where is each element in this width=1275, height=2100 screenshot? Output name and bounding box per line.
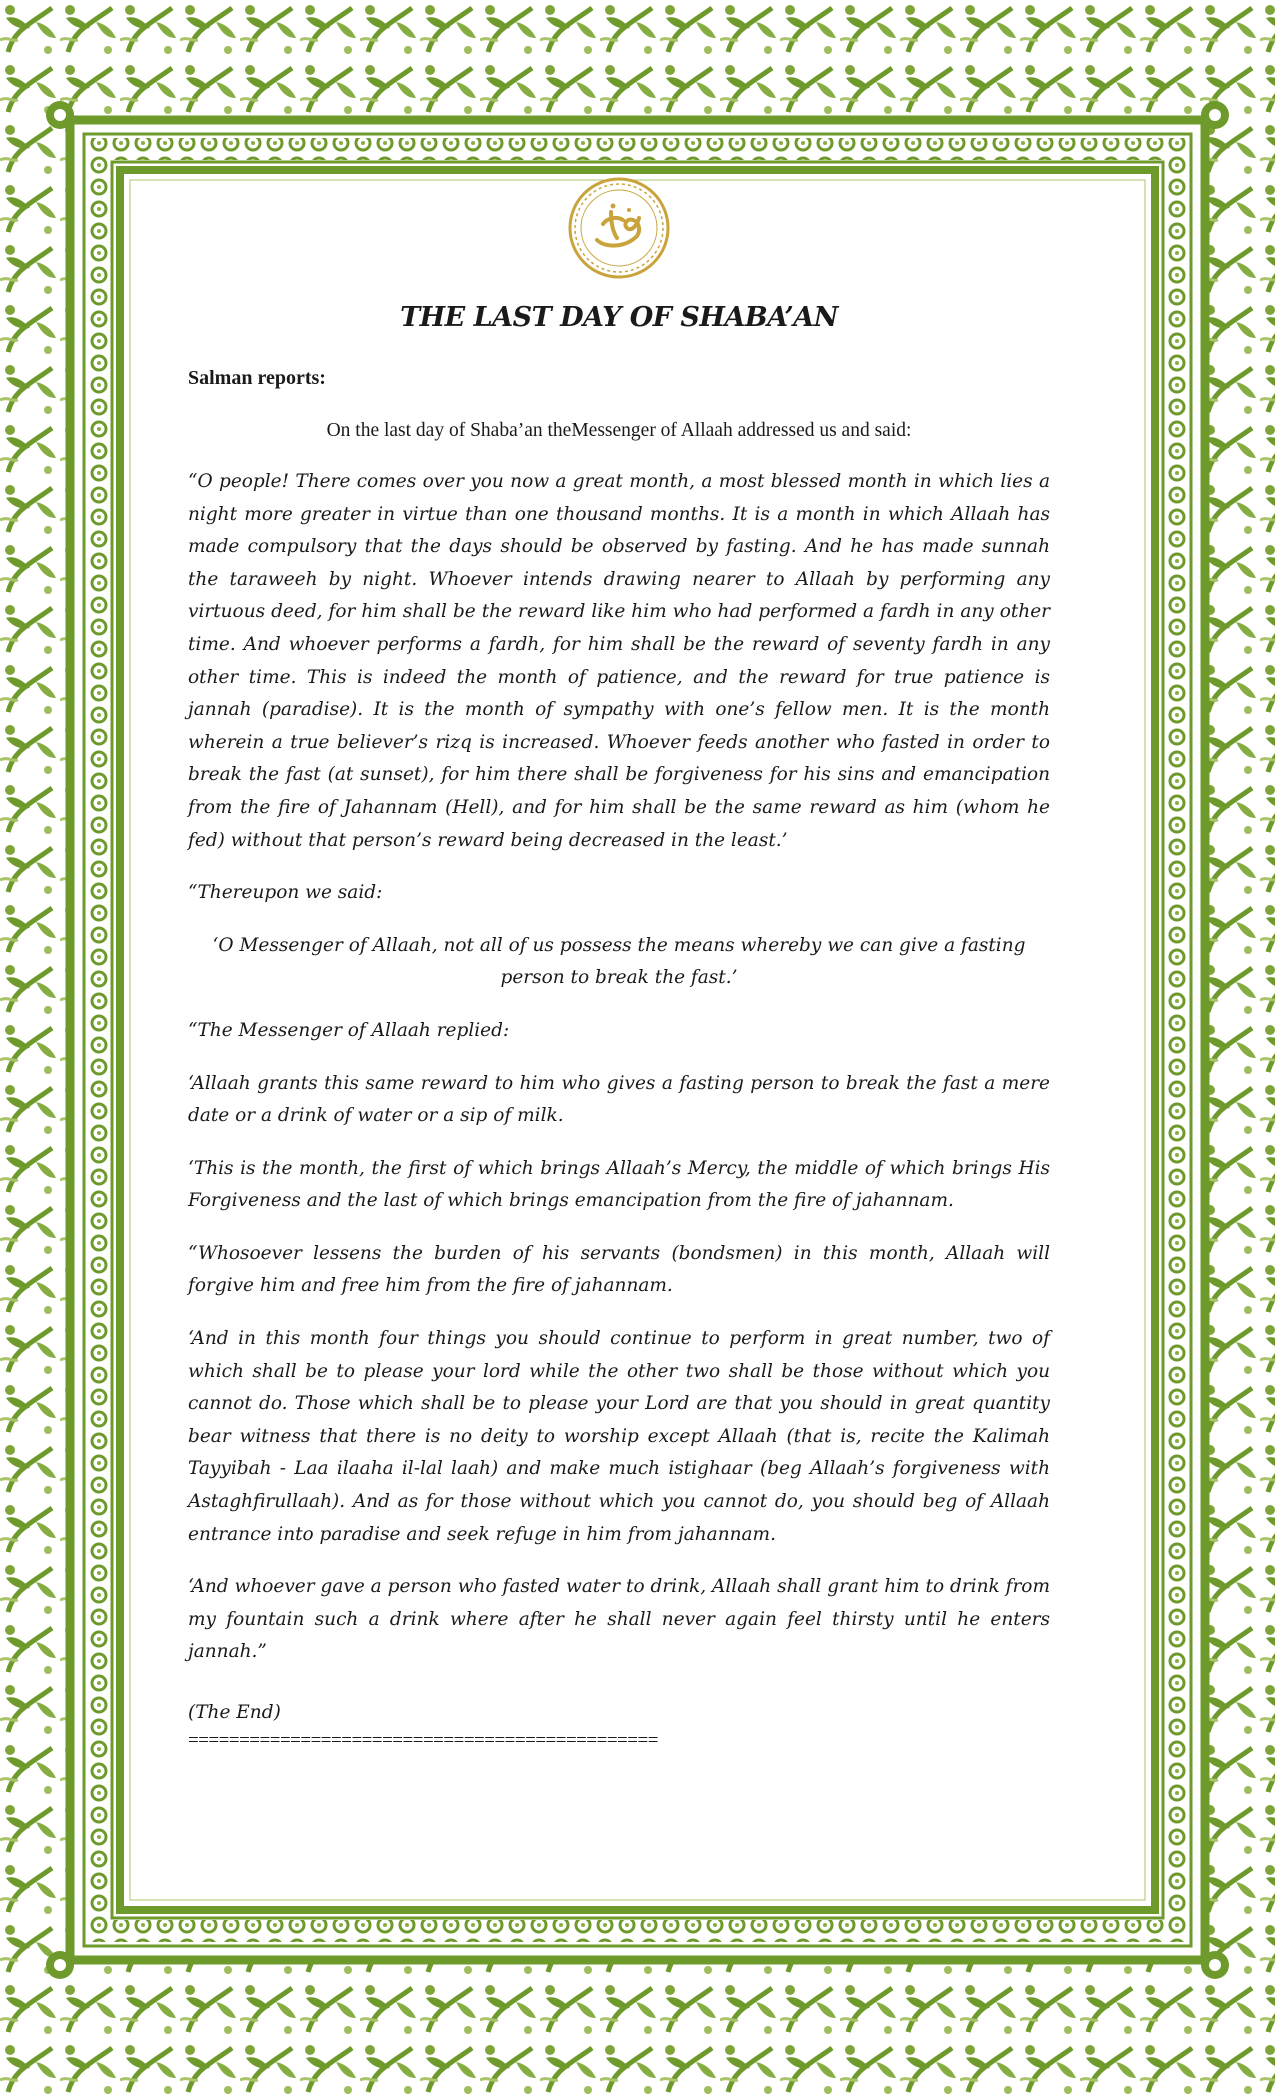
paragraph: “O people! There comes over you now a great month, a most blessed month in which lies a night more greater in virtue than one thousand months. It is a month in which Allaah has made compulsory that the days should be observed by fasting. And he has made sunnah the taraweeh by night. Whoever intends drawing nearer to Allaah by performing any virtuous deed, for him shall be the reward like him who had performed a fardh in any other time. And whoever performs a fardh, for him shall be the reward of seventy fardh in any other time. This is indeed the month of patience, and the reward for true patience is jannah (paradise). It is the month of sympathy with one’s fellow men. It is the month wherein a true believer’s rizq is increased. Whoever feeds another who fasted in order to break the fast (at sunset), for him there shall be forgiveness for his sins and emancipation from the fire of Jahannam (Hell), and for him shall be the same reward as him (whom he fed) without that person’s reward being decreased in the least.’: [188, 471, 1050, 851]
separator-line: ==============================================: [188, 1729, 658, 1751]
paragraph: “The Messenger of Allaah replied:: [188, 1019, 510, 1041]
paragraph: ‘O Messenger of Allaah, not all of us possess the means whereby we can give a fasting person to break the fast.’: [212, 934, 1026, 989]
paragraph: ‘And in this month four things you should continue to perform in great number, two of which shall be to please your lord while the other two shall be those without which you cannot do. Those which shall be to please your Lord are that you should in great quantity bear witness that there is no deity to worship except Allaah (that is, recite the Kalimah Tayyibah - Laa ilaaha il-lal laah) and make much istighaar (beg Allaah’s forgiveness with Astaghfirullaah). And as for those without which you cannot do, you should beg of Allaah entrance into paradise and seek refuge in him from jahannam.: [188, 1328, 1050, 1545]
paragraph: “Whosoever lessens the burden of his servants (bondsmen) in this month, Allaah will forgive him and free him from the fire of jahannam.: [188, 1242, 1050, 1297]
paragraph: ‘This is the month, the first of which brings Allaah’s Mercy, the middle of which brings His Forgiveness and the last of which brings emancipation from the fire of jahannam.: [188, 1157, 1050, 1212]
seal-container: [188, 176, 1050, 280]
paragraph: ‘And whoever gave a person who fasted water to drink, Allaah shall grant him to drink from my fountain such a drink where after he shall never again feel thirsty until he enters jannah.”: [188, 1576, 1050, 1663]
end-marker: (The End): [188, 1702, 281, 1723]
document-content: [188, 170, 1050, 1820]
intro-line: On the last day of Shaba’an theMessenger of Allaah addressed us and said:: [326, 420, 912, 441]
paragraph: ‘Allaah grants this same reward to him who gives a fasting person to break the fast a mere date or a drink of water or a sip of milk.: [188, 1072, 1050, 1127]
reporter-line: Salman reports:: [188, 367, 326, 389]
page-title: THE LAST DAY OF SHABA’AN: [400, 302, 838, 333]
paragraph: “Thereupon we said:: [188, 882, 383, 904]
muhammad-calligraphy-seal-icon: [567, 176, 671, 280]
